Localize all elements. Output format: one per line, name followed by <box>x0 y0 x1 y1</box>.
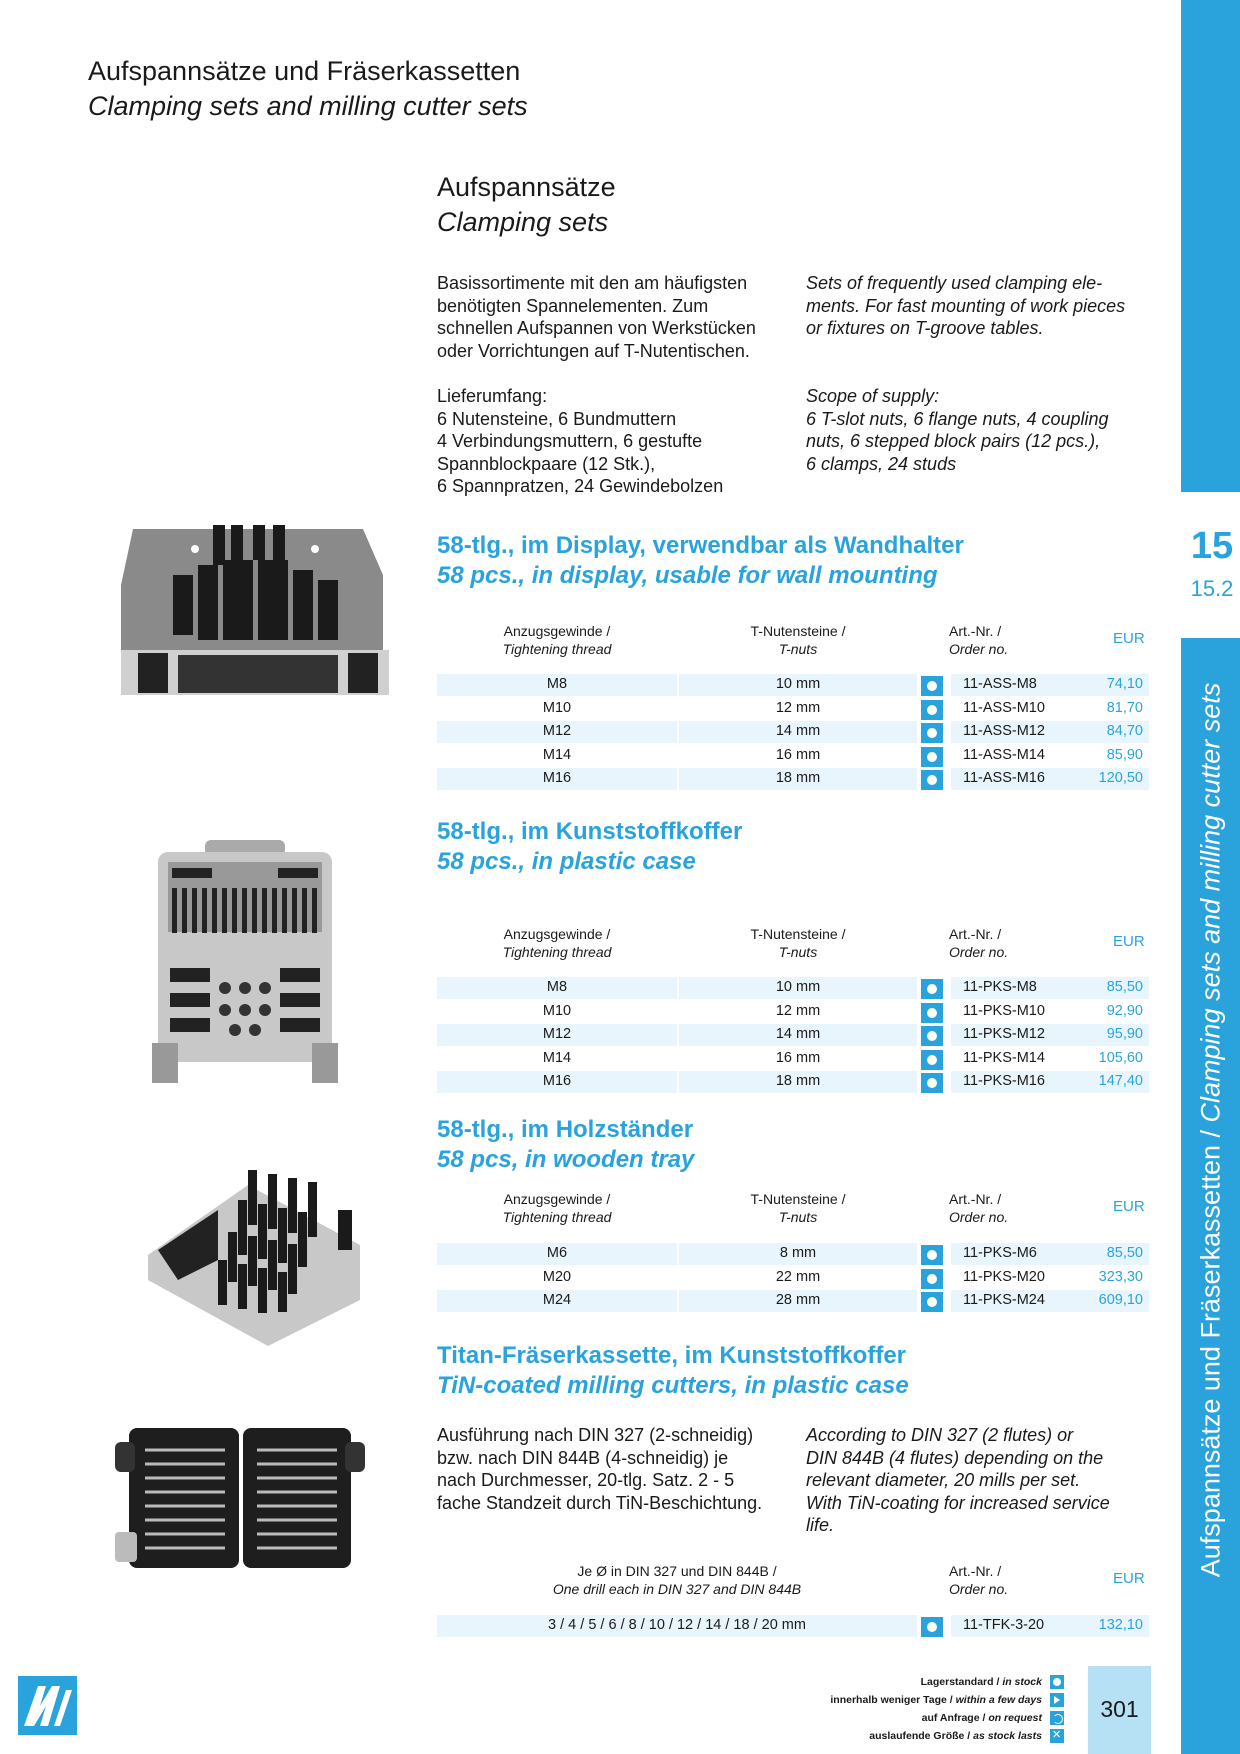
legend-on-request <box>922 1712 1042 1724</box>
table-row <box>437 674 1149 698</box>
header-order-no <box>949 1562 1069 1598</box>
chapter-number: 15 <box>1190 525 1234 567</box>
header-art-en: Order no. <box>949 1581 1009 1597</box>
thread-cell: M12 <box>437 1024 677 1046</box>
table-row <box>437 977 1149 1001</box>
product-title-en: TiN-coated milling cutters, in plastic case <box>437 1372 909 1399</box>
in-stock-icon <box>921 1050 943 1070</box>
page-title-en: Clamping sets and milling cutter sets <box>88 91 528 121</box>
header-art-de: Art.-Nr. / <box>949 1191 1002 1207</box>
legend-label-en: in stock <box>1002 1676 1042 1688</box>
price-cell: 85,90 <box>1106 746 1143 763</box>
order-no-cell: 11-PKS-M8 <box>951 977 1075 999</box>
thread-cell: M24 <box>437 1290 677 1312</box>
table-row <box>437 1243 1149 1267</box>
tnut-cell: 14 mm <box>679 1024 917 1046</box>
order-no-cell: 11-ASS-M8 <box>951 674 1075 696</box>
header-order-no <box>949 925 1069 961</box>
product-title-de: 58-tlg., im Kunststoffkoffer <box>437 818 743 845</box>
header-thread-de: Anzugsgewinde / <box>503 926 611 942</box>
in-stock-icon <box>921 1073 943 1093</box>
page-title-de: Aufspannsätze und Fräserkassetten <box>88 56 521 86</box>
price-table-plastic-case <box>437 977 1149 1095</box>
header-order-no <box>949 622 1069 658</box>
product-title-de: Titan-Fräserkassette, im Kunststoffkoffer <box>437 1342 907 1369</box>
header-tnuts-de: T-Nutensteine / <box>750 1191 846 1207</box>
product-title-en: 58 pcs., in display, usable for wall mounting <box>437 562 938 589</box>
sidebar-title-en: Clamping sets and milling cutter sets <box>1195 682 1226 1123</box>
sidebar-title-de: Aufspannsätze und Fräserkassetten / <box>1195 1122 1226 1578</box>
few-days-icon <box>1050 1693 1064 1707</box>
section-title-de: Aufspannsätze <box>437 172 616 202</box>
legend-label: auf Anfrage / <box>921 1712 989 1724</box>
header-thread <box>437 622 677 658</box>
order-no-cell: 11-ASS-M14 <box>963 746 1045 763</box>
header-art-en: Order no. <box>949 641 1009 657</box>
in-stock-icon <box>921 979 943 999</box>
header-drill-en: One drill each in DIN 327 and DIN 844B <box>552 1581 802 1597</box>
header-eur: EUR <box>1113 1198 1145 1215</box>
legend-stock-lasts <box>869 1730 1042 1742</box>
table-row <box>437 1024 1149 1048</box>
order-no-cell: 11-TFK-3-20 <box>951 1615 1075 1637</box>
order-no-cell: 11-PKS-M14 <box>963 1049 1045 1066</box>
header-tnuts <box>679 925 917 961</box>
in-stock-icon <box>921 747 943 767</box>
price-cell: 74,10 <box>1073 674 1149 696</box>
tnut-cell: 22 mm <box>775 1268 821 1285</box>
price-cell: 84,70 <box>1073 721 1149 743</box>
tnut-cell: 28 mm <box>679 1290 917 1312</box>
price-cell: 105,60 <box>1098 1049 1143 1066</box>
tnut-cell: 12 mm <box>775 699 821 716</box>
header-art-de: Art.-Nr. / <box>949 926 1002 942</box>
legend-label: innerhalb weniger Tage / <box>830 1694 956 1706</box>
wooden-tray-image <box>148 1160 363 1350</box>
order-no-cell: 11-PKS-M24 <box>951 1290 1075 1312</box>
in-stock-icon <box>921 700 943 720</box>
order-no-cell: 11-PKS-M6 <box>951 1243 1075 1265</box>
in-stock-icon <box>921 1026 943 1046</box>
supply-scope-de: Lieferumfang: 6 Nutensteine, 6 Bundmuttern 4 Verbindungsmuttern, 6 gestufte Spannblockpaare (12 Stk.), 6 Spannpratzen, 24 Gewindebolzen <box>437 386 724 497</box>
legend-label: Lagerstandard / <box>920 1676 1003 1688</box>
header-order-no <box>949 1190 1069 1226</box>
header-thread <box>437 925 677 961</box>
in-stock-icon <box>921 676 943 696</box>
thread-cell: M14 <box>542 746 572 763</box>
in-stock-icon <box>921 723 943 743</box>
tnut-cell: 16 mm <box>775 746 821 763</box>
header-eur: EUR <box>1113 630 1145 647</box>
price-cell: 132,10 <box>1073 1615 1149 1637</box>
thread-cell: M10 <box>542 1002 572 1019</box>
header-thread-en: Tightening thread <box>502 1209 612 1225</box>
price-cell: 81,70 <box>1106 699 1143 716</box>
header-tnuts-de: T-Nutensteine / <box>750 623 846 639</box>
price-table-display <box>437 674 1149 792</box>
thread-cell: M16 <box>437 768 677 790</box>
thread-cell: M10 <box>542 699 572 716</box>
product-title-en: 58 pcs., in plastic case <box>437 848 696 875</box>
header-drill <box>437 1562 917 1598</box>
page-number: 301 <box>1100 1696 1139 1722</box>
milling-description-de: Ausführung nach DIN 327 (2-schneidig) bzw. nach DIN 844B (4-schneidig) je nach Durchmesser, 20-tlg. Satz. 2 - 5 fache Standzeit durch TiN-Beschichtung. <box>437 1425 763 1513</box>
header-art-de: Art.-Nr. / <box>949 623 1002 639</box>
thread-cell: M8 <box>437 977 677 999</box>
order-no-cell: 11-PKS-M12 <box>951 1024 1075 1046</box>
in-stock-icon <box>921 770 943 790</box>
plastic-case-image <box>150 838 340 1088</box>
legend-label-en: on request <box>988 1712 1042 1724</box>
product-title-display <box>437 531 964 591</box>
milling-description-en: According to DIN 327 (2 flutes) or DIN 844B (4 flutes) depending on the relevant diameter, 20 mills per set. With TiN-coating for increased service life. <box>806 1425 1110 1536</box>
product-title-wooden-tray <box>437 1115 694 1175</box>
display-stand-image <box>113 525 398 707</box>
legend-label-en: within a few days <box>955 1694 1042 1706</box>
header-tnuts <box>679 1190 917 1226</box>
tnut-cell: 14 mm <box>679 721 917 743</box>
product-title-de: 58-tlg., im Display, verwendbar als Wandhalter <box>437 532 964 559</box>
header-tnuts-en: T-nuts <box>778 641 818 657</box>
milling-cutter-case-image <box>115 1422 365 1577</box>
table-row <box>437 1290 1149 1314</box>
price-cell: 323,30 <box>1098 1268 1143 1285</box>
order-no-cell: 11-PKS-M16 <box>951 1071 1075 1093</box>
product-title-milling-cutters <box>437 1341 909 1401</box>
logo-mark-icon <box>18 1676 77 1735</box>
header-thread-de: Anzugsgewinde / <box>503 1191 611 1207</box>
legend-in-stock <box>921 1676 1042 1688</box>
price-cell: 609,10 <box>1073 1290 1149 1312</box>
in-stock-icon <box>921 1617 943 1637</box>
table-row <box>437 698 1149 722</box>
product-title-plastic-case <box>437 817 742 877</box>
header-thread <box>437 1190 677 1226</box>
table-row <box>437 1071 1149 1095</box>
table-row <box>437 1615 1149 1639</box>
in-stock-icon <box>921 1292 943 1312</box>
table-row <box>437 768 1149 792</box>
sizes-cell: 3 / 4 / 5 / 6 / 8 / 10 / 12 / 14 / 18 / 20 mm <box>437 1615 917 1637</box>
in-stock-icon <box>1050 1675 1064 1689</box>
on-request-icon <box>1050 1711 1064 1725</box>
thread-cell: M6 <box>437 1243 677 1265</box>
thread-cell: M16 <box>437 1071 677 1093</box>
price-cell: 85,50 <box>1073 977 1149 999</box>
brand-logo <box>18 1676 77 1735</box>
tnut-cell: 12 mm <box>775 1002 821 1019</box>
discontinued-icon <box>1050 1729 1064 1743</box>
table-row <box>437 721 1149 745</box>
tnut-cell: 10 mm <box>679 674 917 696</box>
in-stock-icon <box>921 1245 943 1265</box>
table-row <box>437 1048 1149 1072</box>
order-no-cell: 11-ASS-M12 <box>951 721 1075 743</box>
tnut-cell: 18 mm <box>679 1071 917 1093</box>
price-cell: 147,40 <box>1073 1071 1149 1093</box>
header-tnuts-en: T-nuts <box>778 944 818 960</box>
sidebar-chapter-title <box>1196 683 1227 1577</box>
section-description-de: Basissortimente mit den am häufigsten benötigten Spannelementen. Zum schnellen Aufspannen von Werkstücken oder Vorrichtungen auf T-Nutentischen. <box>437 273 756 361</box>
tnut-cell: 8 mm <box>679 1243 917 1265</box>
header-art-de: Art.-Nr. / <box>949 1563 1002 1579</box>
thread-cell: M12 <box>437 721 677 743</box>
in-stock-icon <box>921 1269 943 1289</box>
table-row <box>437 1267 1149 1291</box>
price-cell: 120,50 <box>1073 768 1149 790</box>
price-cell: 95,90 <box>1073 1024 1149 1046</box>
tnut-cell: 16 mm <box>775 1049 821 1066</box>
order-no-cell: 11-ASS-M10 <box>963 699 1045 716</box>
tnut-cell: 18 mm <box>679 768 917 790</box>
thread-cell: M8 <box>437 674 677 696</box>
order-no-cell: 11-PKS-M10 <box>963 1002 1045 1019</box>
sidebar-tab-top <box>1181 0 1240 492</box>
thread-cell: M20 <box>542 1268 572 1285</box>
legend-label-en: as stock lasts <box>973 1730 1042 1742</box>
page-title <box>88 54 528 124</box>
header-thread-de: Anzugsgewinde / <box>503 623 611 639</box>
section-title <box>437 170 616 240</box>
price-table-wooden-tray <box>437 1243 1149 1314</box>
legend-few-days <box>830 1694 1042 1706</box>
header-tnuts-en: T-nuts <box>778 1209 818 1225</box>
product-title-en: 58 pcs, in wooden tray <box>437 1146 695 1173</box>
product-title-de: 58-tlg., im Holzständer <box>437 1116 694 1143</box>
thread-cell: M14 <box>542 1049 572 1066</box>
header-tnuts <box>679 622 917 658</box>
header-drill-de: Je Ø in DIN 327 und DIN 844B / <box>577 1563 777 1579</box>
supply-scope-en: Scope of supply: 6 T-slot nuts, 6 flange nuts, 4 coupling nuts, 6 stepped block pairs (12 pcs.), 6 clamps, 24 studs <box>806 386 1109 474</box>
header-eur: EUR <box>1113 933 1145 950</box>
tnut-cell: 10 mm <box>679 977 917 999</box>
table-row <box>437 1001 1149 1025</box>
header-thread-en: Tightening thread <box>502 944 612 960</box>
header-tnuts-de: T-Nutensteine / <box>750 926 846 942</box>
header-art-en: Order no. <box>949 944 1009 960</box>
table-row <box>437 745 1149 769</box>
order-no-cell: 11-ASS-M16 <box>951 768 1075 790</box>
section-description-en: Sets of frequently used clamping ele- ments. For fast mounting of work pieces or fixtures on T-groove tables. <box>806 273 1126 339</box>
price-cell: 92,90 <box>1106 1002 1143 1019</box>
header-art-en: Order no. <box>949 1209 1009 1225</box>
header-thread-en: Tightening thread <box>502 641 612 657</box>
header-eur: EUR <box>1113 1570 1145 1587</box>
price-table-milling-cutters <box>437 1615 1149 1639</box>
section-title-en: Clamping sets <box>437 207 609 237</box>
in-stock-icon <box>921 1003 943 1023</box>
subchapter-number: 15.2 <box>1190 576 1234 601</box>
legend-label: auslaufende Größe / <box>869 1730 974 1742</box>
order-no-cell: 11-PKS-M20 <box>963 1268 1045 1285</box>
price-cell: 85,50 <box>1073 1243 1149 1265</box>
